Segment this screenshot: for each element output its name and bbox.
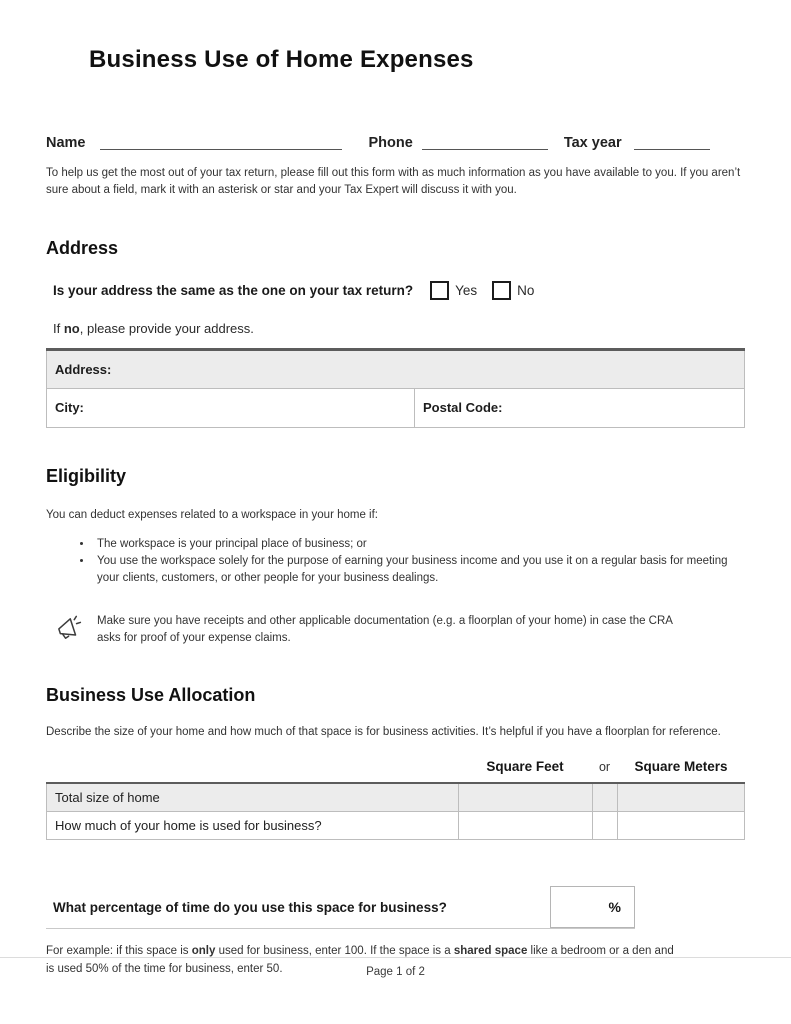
phone-label: Phone [368,135,413,151]
address-table-row [46,389,745,427]
example-bold: only [191,945,216,958]
business-use-square-meters-input[interactable] [617,812,745,840]
intro-text: To help us get the most out of your tax return, please fill out this form with as much information as you have available to you. If you aren’t sure about a field, mark it with an asterisk or star and your Tax Expert will discuss it with you. [46,167,741,197]
allocation-description: Describe the size of your home and how much of that space is for business activities. It’s helpful if you have a floorplan for reference. [46,726,721,738]
example-bold: shared space [453,945,528,958]
eligibility-intro: You can deduct expenses related to a workspace in your home if: [46,508,379,521]
postal-code-field-label: Postal Code: [423,400,503,415]
eligibility-heading: Eligibility [46,465,127,486]
address-question-row [46,281,745,300]
square-feet-column-header: Square Feet [486,759,564,775]
row-label: How much of your home is used for business? [46,812,458,840]
tax-year-input[interactable] [634,134,710,150]
address-table-row [46,351,745,389]
example-part: For example: if this space is [46,945,192,958]
allocation-column-headers [46,759,745,774]
no-checkbox[interactable] [492,281,511,300]
city-field-label: City: [55,400,84,415]
table-row [46,784,745,812]
megaphone-icon [54,614,84,647]
postal-code-field[interactable] [415,389,745,427]
row-label: Total size of home [46,784,458,811]
eligibility-bullet-list [46,536,745,588]
address-instruction [46,321,745,336]
percent-question-row [46,886,635,929]
address-field-label: Address: [55,361,112,377]
name-input[interactable] [100,134,342,150]
address-field[interactable] [46,351,745,388]
tax-year-label: Tax year [563,135,622,151]
page-title: Business Use of Home Expenses [89,46,474,73]
documentation-note [46,613,745,648]
example-part: used for business, enter 100. If the space is a [215,945,454,958]
instruction-bold: no [63,320,80,336]
or-divider-cell [592,784,617,811]
instruction-prefix: If [53,320,64,336]
yes-checkbox[interactable] [430,281,449,300]
address-table [46,348,745,428]
business-use-square-feet-input[interactable] [458,812,592,840]
city-field[interactable] [46,389,415,427]
total-size-square-meters-input[interactable] [617,784,745,811]
list-item: • The workspace is your principal place of business; or [93,536,745,553]
no-checkbox-label: No [517,282,535,298]
percent-symbol: % [608,899,621,916]
note-text: Make sure you have receipts and other applicable documentation (e.g. a floorplan of your home) in case the CRA asks for proof of your expense claims. [97,614,673,644]
allocation-table [46,782,745,840]
example-part: like a bedroom or a den and is used 50% of the time for business, enter 50. [46,945,674,975]
square-meters-column-header: Square Meters [634,759,728,775]
address-heading: Address [46,237,119,258]
percent-input[interactable] [550,886,635,928]
or-label: or [598,760,611,775]
total-size-square-feet-input[interactable] [458,784,592,811]
allocation-heading: Business Use Allocation [46,685,256,705]
percent-question: What percentage of time do you use this space for business? [53,899,447,915]
list-item: • You use the workspace solely for the purpose of earning your business income and you use it on a regular basis for meeting your clients, customers, or other people for your business dealings. [93,553,745,588]
name-label: Name [46,135,86,151]
address-question: Is your address the same as the one on your tax return? [53,282,414,298]
or-divider-cell [592,812,617,840]
instruction-suffix: , please provide your address. [79,320,254,336]
phone-input[interactable] [422,134,548,150]
yes-checkbox-label: Yes [455,282,478,298]
header-fields-row [46,134,745,151]
page-number: Page 1 of 2 [366,966,425,978]
table-row [46,812,745,840]
page-footer [0,957,791,978]
